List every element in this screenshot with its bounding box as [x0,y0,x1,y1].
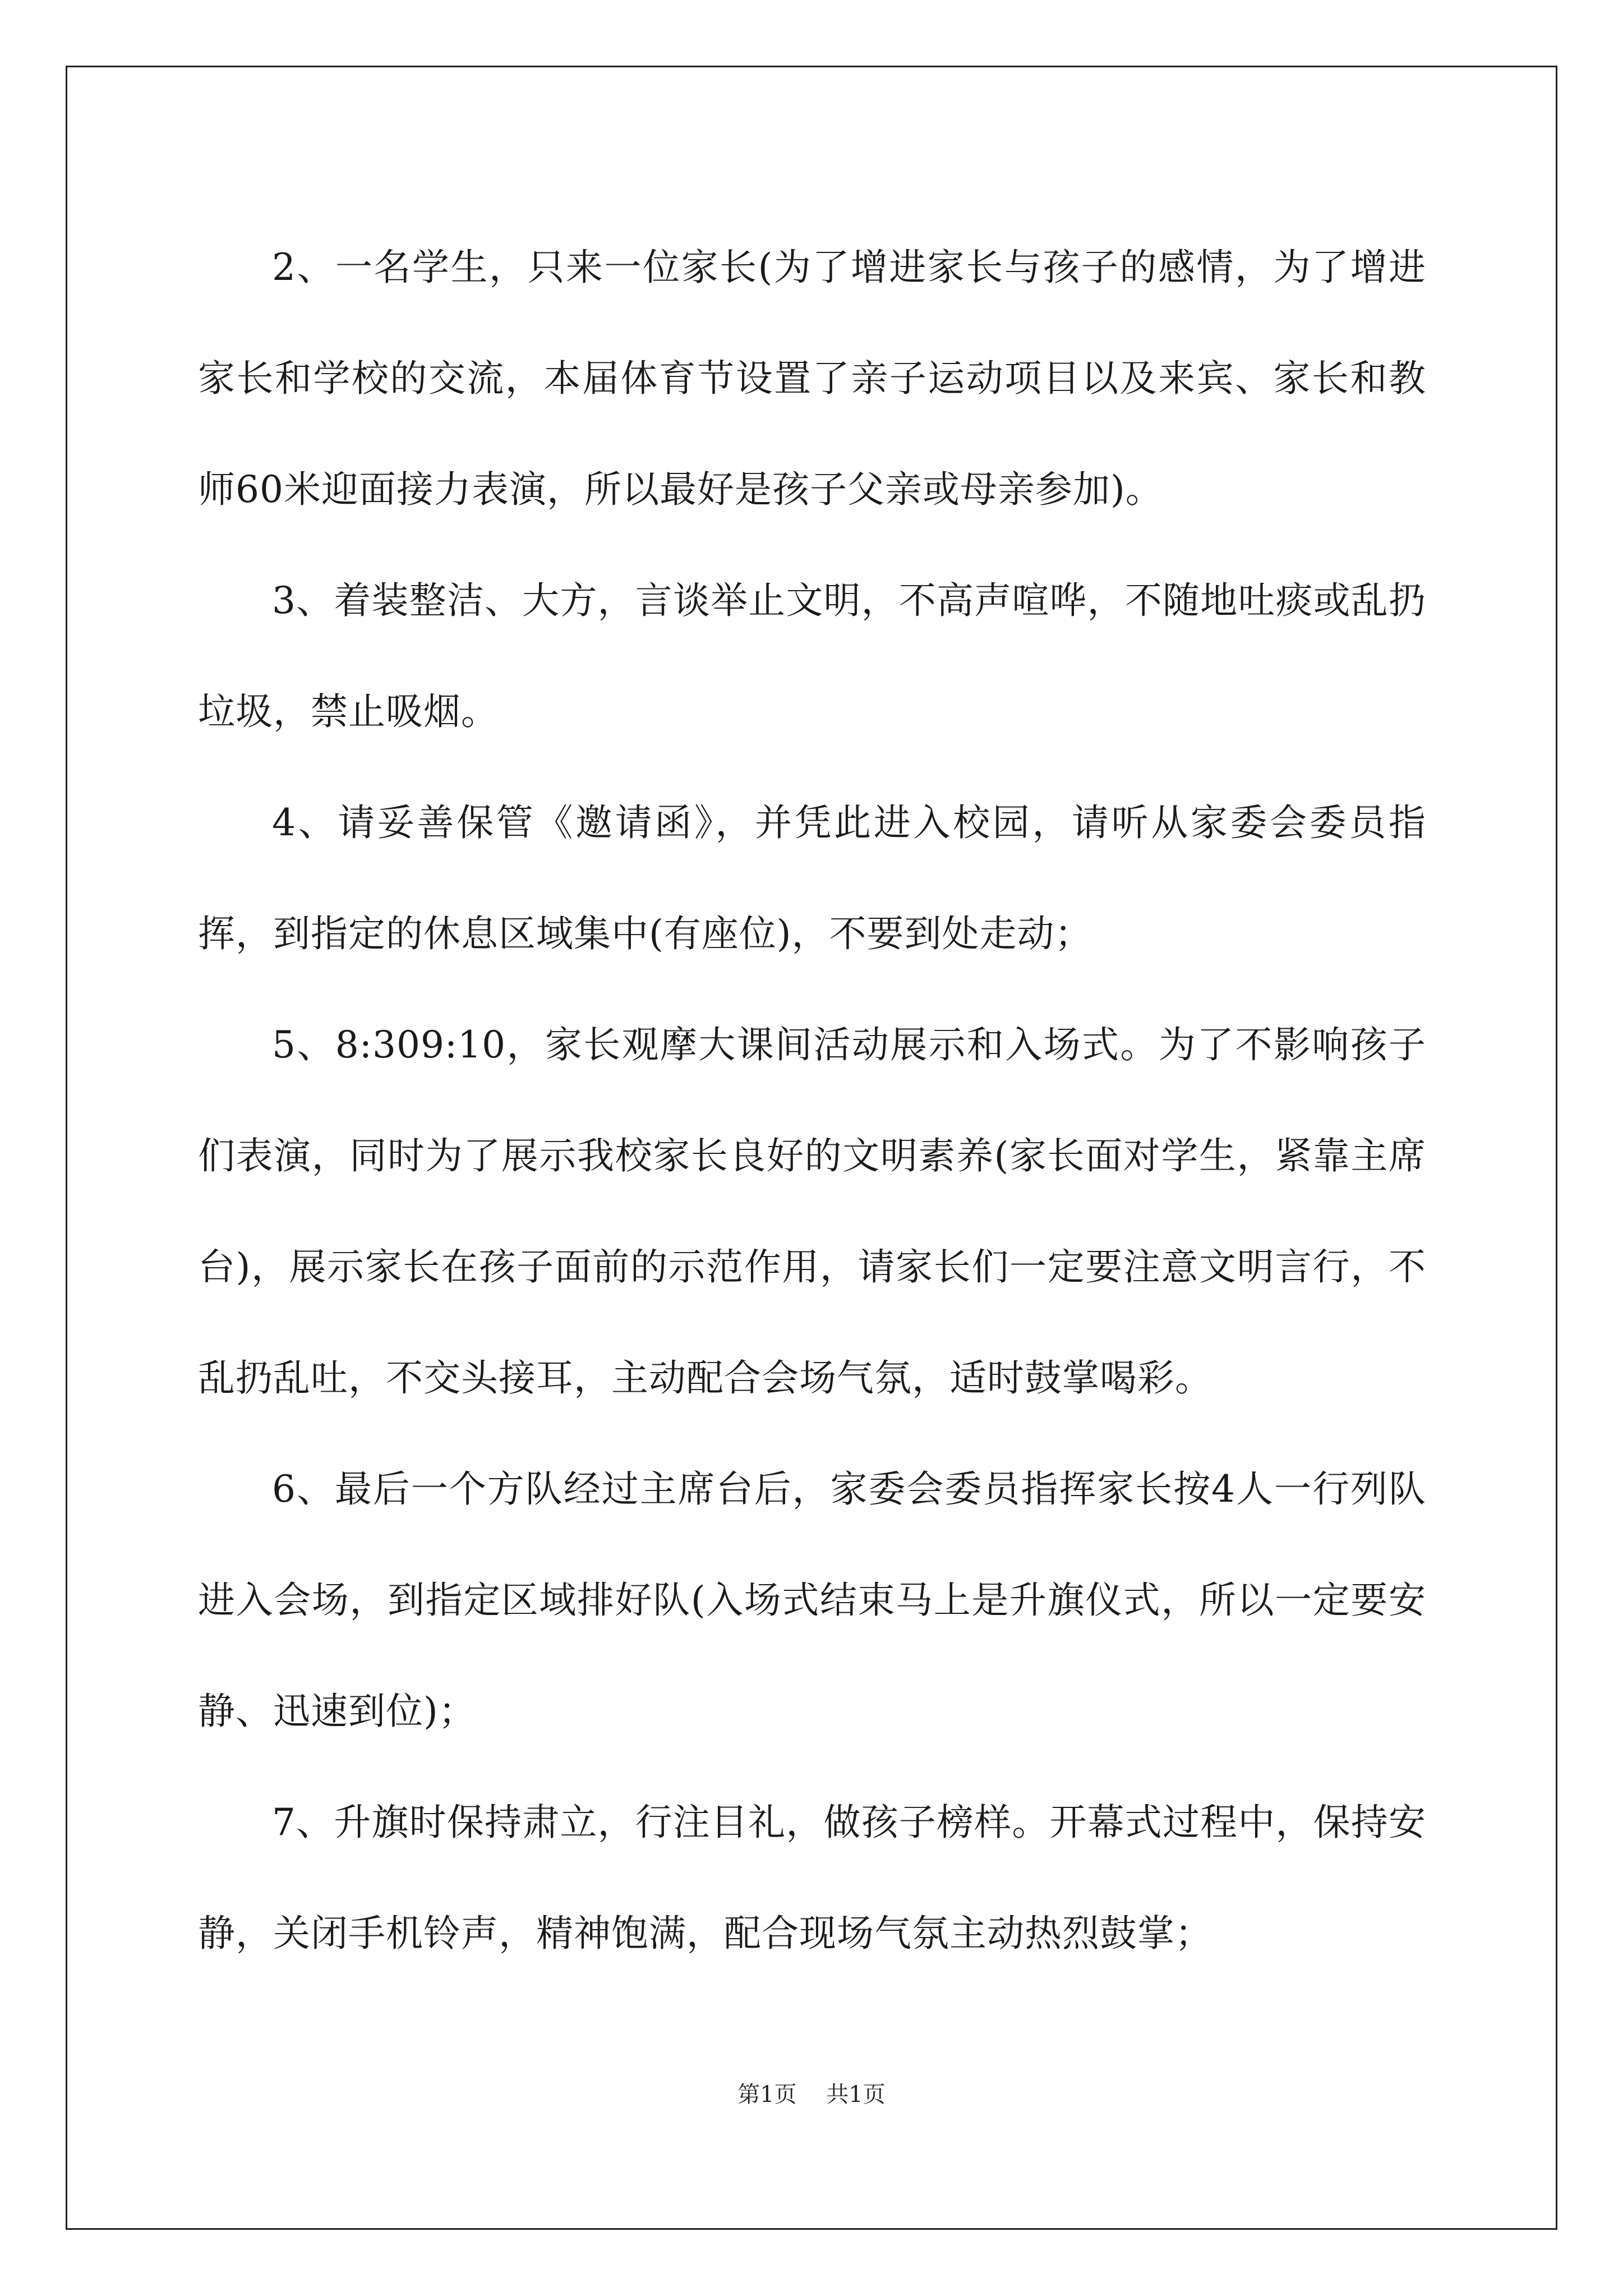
paragraph-item-6: 6、最后一个方队经过主席台后，家委会委员指挥家长按4人一行列队进入会场，到指定区域排好队(入场式结束马上是升旗仪式，所以一定要安静、迅速到位)； [198,1467,1426,1733]
paragraph-item-2: 2、一名学生，只来一位家长(为了增进家长与孩子的感情，为了增进家长和学校的交流，本届体育节设置了亲子运动项目以及来宾、家长和教师60米迎面接力表演，所以最好是孩子父亲或母亲参加)。 [198,246,1426,511]
page-number-total: 共1页 [826,2082,886,2108]
paragraph-item-7: 7、升旗时保持肃立，行注目礼，做孩子榜样。开幕式过程中，保持安静，关闭手机铃声，精神饱满，配合现场气氛主动热烈鼓掌； [198,1801,1426,1955]
page-footer [0,2077,1623,2109]
paragraph-item-5: 5、8:309:10，家长观摩大课间活动展示和入场式。为了不影响孩子们表演，同时为了展示我校家长良好的文明素养(家长面对学生，紧靠主席台)，展示家长在孩子面前的示范作用，请家长们一定要注意文明言行，不乱扔乱吐，不交头接耳，主动配合会场气氛，适时鼓掌喝彩。 [198,1023,1426,1400]
page-number-current: 第1页 [737,2082,797,2108]
document-body [198,212,1426,1989]
paragraph-item-4: 4、请妥善保管《邀请函》，并凭此进入校园，请听从家委会委员指挥，到指定的休息区域集中(有座位)，不要到处走动； [198,801,1426,955]
paragraph-item-3: 3、着装整洁、大方，言谈举止文明，不高声喧哗，不随地吐痰或乱扔垃圾，禁止吸烟。 [198,579,1426,733]
